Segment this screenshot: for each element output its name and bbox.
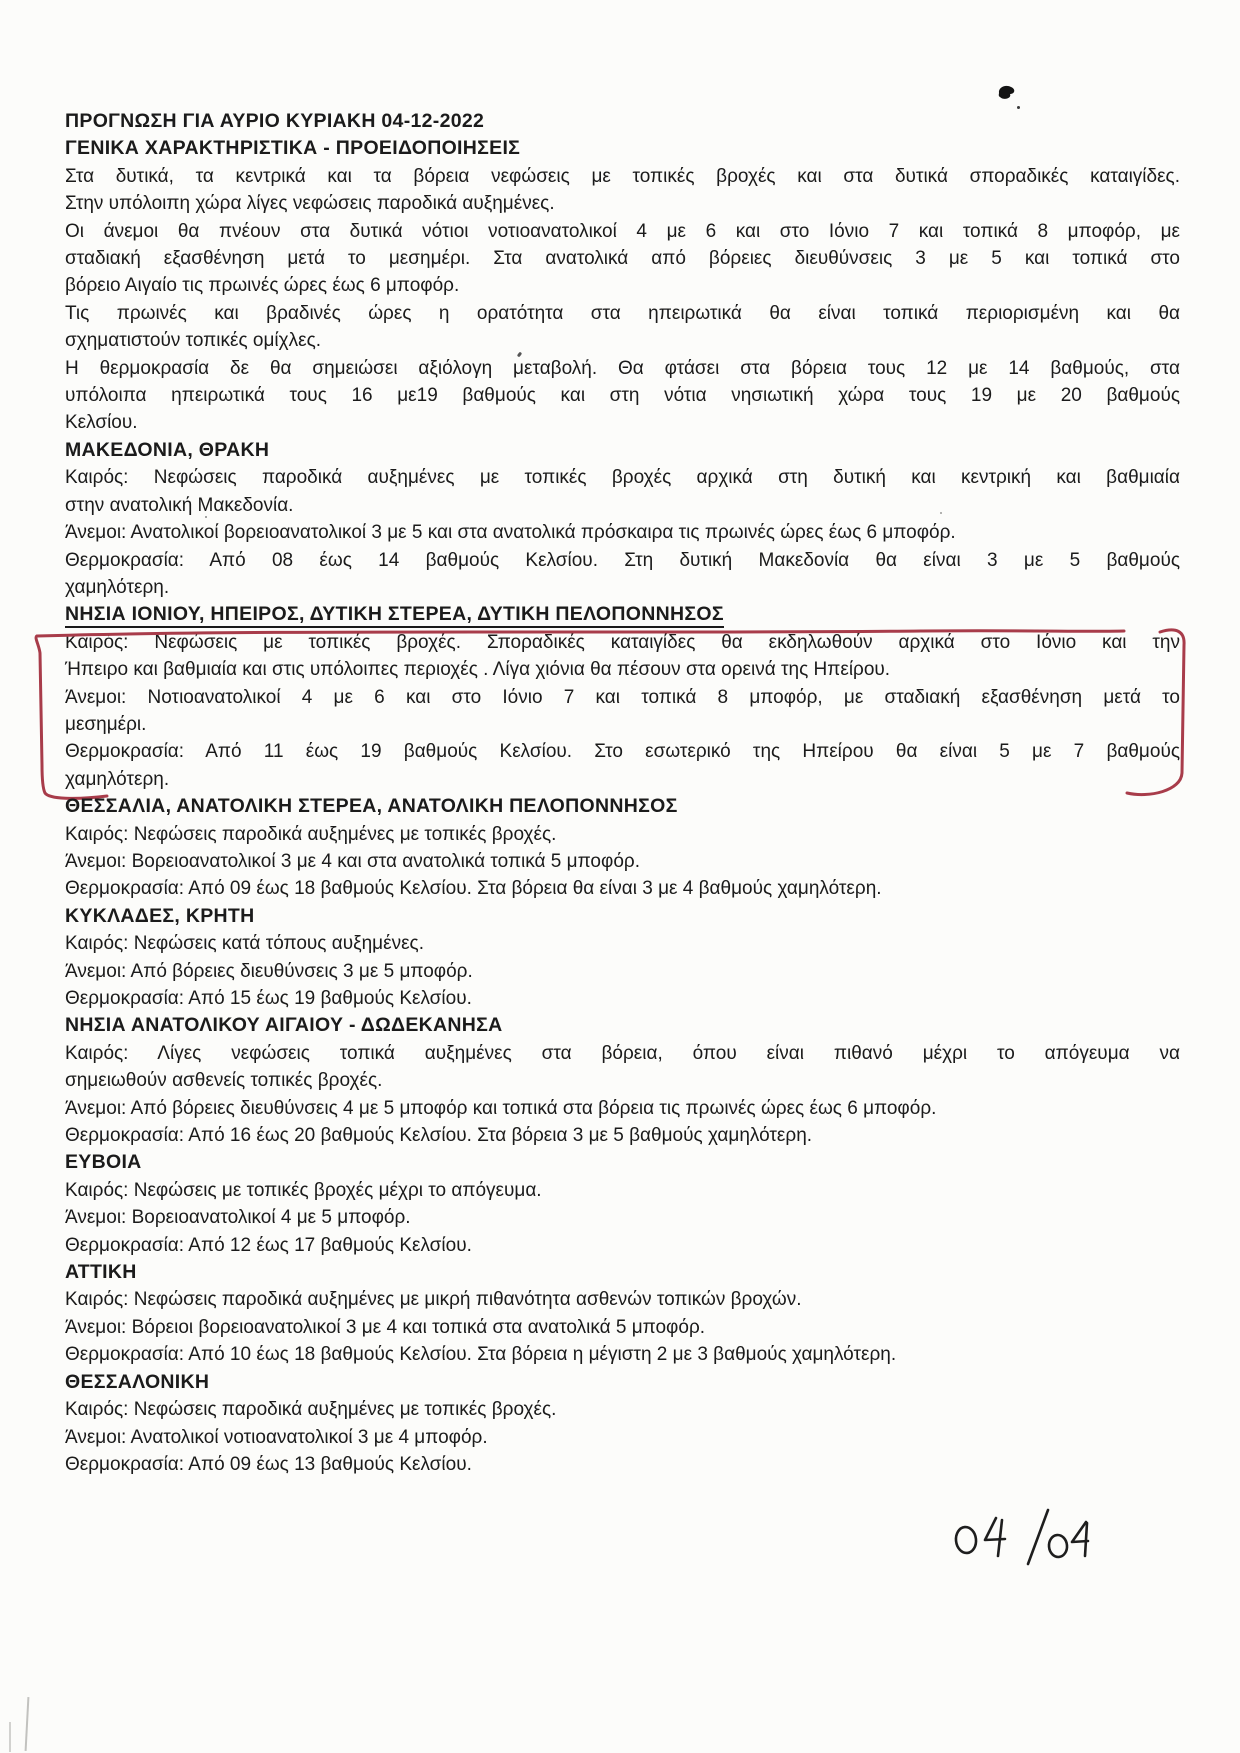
text-line: Η θερμοκρασία δε θα σημειώσει αξιόλογη μεταβολή. Θα φτάσει στα βόρεια τους 12 με 14 βαθμούς, στα (65, 357, 1180, 379)
region-heading: ΕΥΒΟΙΑ (65, 1151, 142, 1174)
text-line: στην ανατολική Μακεδονία. (65, 494, 294, 516)
region-heading: ΚΥΚΛΑΔΕΣ, ΚΡΗΤΗ (65, 904, 255, 927)
text-line: Καιρός: Νεφώσεις παροδικά αυξημένες με τοπικές βροχές. (65, 823, 557, 845)
region-section-nisia-ioniou-annotated (65, 601, 1180, 793)
region-section-evvoia (65, 1149, 1180, 1259)
text-line: Ήπειρο και βαθμιαία και στις υπόλοιπες περιοχές . Λίγα χιόνια θα πέσουν στα ορεινά της Ηπείρου. (65, 659, 891, 681)
text-line: μεσημέρι. (65, 713, 147, 735)
region-section-kyklades-kriti (65, 903, 1180, 1013)
text-line: σταδιακή εξασθένηση μετά το μεσημέρι. Στα ανατολικά από βόρειες διευθύνσεις 3 με 5 και τοπικά στο (65, 248, 1180, 270)
text-line: Θερμοκρασία: Από 10 έως 18 βαθμούς Κελσίου. Στα βόρεια η μέγιστη 2 με 3 βαθμούς χαμηλότερη. (65, 1344, 897, 1366)
text-line: Καιρός: Νεφώσεις παροδικά αυξημένες με τοπικές βροχές. (65, 1399, 557, 1421)
scan-edge-artifact (9, 1722, 11, 1752)
text-line: Άνεμοι: Από βόρειες διευθύνσεις 3 με 5 μποφόρ. (65, 960, 473, 982)
text-line: Άνεμοι: Από βόρειες διευθύνσεις 4 με 5 μποφόρ και τοπικά στα βόρεια τις πρωινές ώρες έως 6 μποφόρ. (65, 1097, 937, 1119)
weather-lines (65, 1177, 1180, 1204)
temperature-lines (65, 1232, 1180, 1259)
text-line: Οι άνεμοι θα πνέουν στα δυτικά νότιοι νοτιοανατολικοί 4 με 6 και στο Ιόνιο 7 και τοπικά 8 μποφόρ, με (65, 220, 1180, 242)
text-line: Θερμοκρασία: Από 12 έως 17 βαθμούς Κελσίου. (65, 1234, 472, 1256)
text-line: Στα δυτικά, τα κεντρικά και τα βόρεια νεφώσεις με τοπικές βροχές και στα δυτικά σποραδικές καταιγίδες. (65, 165, 1180, 187)
region-section-attiki (65, 1259, 1180, 1369)
text-line: Στην υπόλοιπη χώρα λίγες νεφώσεις παροδικά αυξημένες. (65, 193, 555, 215)
region-heading: ΘΕΣΣΑΛΟΝΙΚΗ (65, 1370, 210, 1393)
general-paragraph (65, 300, 1180, 355)
temperature-lines (65, 875, 1180, 902)
text-line: Καιρός: Νεφώσεις παροδικά αυξημένες με τοπικές βροχές αρχικά στη δυτική και κεντρική και βαθμιαία (65, 467, 1180, 489)
weather-lines (65, 1040, 1180, 1095)
text-line: Θερμοκρασία: Από 11 έως 19 βαθμούς Κελσίου. Στο εσωτερικό της Ηπείρου θα είναι 5 με 7 βαθμούς (65, 741, 1180, 763)
temperature-lines (65, 547, 1180, 602)
text-line: Άνεμοι: Βόρειοι βορειοανατολικοί 3 με 4 και τοπικά στα ανατολικά 5 μποφόρ. (65, 1316, 706, 1338)
text-line: χαμηλότερη. (65, 768, 170, 790)
general-paragraph (65, 163, 1180, 218)
weather-lines (65, 629, 1180, 684)
region-section-thessalia (65, 793, 1180, 903)
document-body (65, 108, 1180, 1478)
weather-lines (65, 821, 1180, 848)
temperature-lines (65, 1341, 1180, 1368)
text-line: Άνεμοι: Ανατολικοί νοτιοανατολικοί 3 με 4 μποφόρ. (65, 1426, 488, 1448)
general-heading: ΓΕΝΙΚΑ ΧΑΡΑΚΤΗΡΙΣΤΙΚΑ - ΠΡΟΕΙΔΟΠΟΙΗΣΕΙΣ (65, 137, 521, 160)
text-line: χαμηλότερη. (65, 576, 170, 598)
region-heading: ΑΤΤΙΚΗ (65, 1261, 137, 1284)
winds-lines (65, 1424, 1180, 1451)
text-line: Άνεμοι: Νοτιοανατολικοί 4 με 6 και στο Ιόνιο 7 και τοπικά 8 μποφόρ, με σταδιακή εξασθένηση μετά το (65, 686, 1180, 708)
text-line: Άνεμοι: Ανατολικοί βορειοανατολικοί 3 με 5 και στα ανατολικά πρόσκαιρα τις πρωινές ώρες έως 6 μποφόρ. (65, 522, 956, 544)
text-line: Κελσίου. (65, 412, 138, 434)
weather-lines (65, 1396, 1180, 1423)
ink-blot (996, 84, 1018, 102)
temperature-lines (65, 985, 1180, 1012)
winds-lines (65, 684, 1180, 739)
general-paragraph (65, 355, 1180, 437)
text-line: σχηματιστούν τοπικές ομίχλες. (65, 330, 322, 352)
page-title: ΠΡΟΓΝΩΣΗ ΓΙΑ ΑΥΡΙΟ ΚΥΡΙΑΚΗ 04-12-2022 (65, 110, 485, 132)
general-paragraph (65, 218, 1180, 300)
text-line: Καιρός: Νεφώσεις με τοπικές βροχές. Σποραδικές καταιγίδες θα εκδηλωθούν αρχικά στο Ιόνιο και την (65, 631, 1180, 653)
text-line: Θερμοκρασία: Από 09 έως 13 βαθμούς Κελσίου. (65, 1453, 472, 1475)
winds-lines (65, 848, 1180, 875)
text-line: Θερμοκρασία: Από 15 έως 19 βαθμούς Κελσίου. (65, 988, 472, 1009)
temperature-lines (65, 1451, 1180, 1478)
weather-lines (65, 1286, 1180, 1313)
region-heading-underlined-text: ΝΗΣΙΑ ΙΟΝΙΟΥ, ΗΠΕΙΡΟΣ, ΔΥΤΙΚΗ ΣΤΕΡΕΑ, ΔΥΤΙΚΗ ΠΕΛΟΠΟΝΝΗΣΟΣ (65, 603, 724, 628)
text-line: βόρειο Αιγαίο τις πρωινές ώρες έως 6 μποφόρ. (65, 275, 460, 297)
winds-lines (65, 1204, 1180, 1231)
text-line: Καιρός: Νεφώσεις με τοπικές βροχές μέχρι το απόγευμα. (65, 1179, 542, 1201)
region-section-thessaloniki (65, 1369, 1180, 1479)
region-heading: ΝΗΣΙΑ ΑΝΑΤΟΛΙΚΟΥ ΑΙΓΑΙΟΥ - ΔΩΔΕΚΑΝΗΣΑ (65, 1014, 503, 1037)
text-line: υπόλοιπα ηπειρωτικά τους 16 με19 βαθμούς και στη νότια νησιωτική χώρα τους 19 με 20 βαθμούς (65, 385, 1180, 407)
winds-lines (65, 958, 1180, 985)
text-line: σημειωθούν ασθενείς τοπικές βροχές. (65, 1070, 383, 1092)
winds-lines (65, 519, 1180, 546)
temperature-lines (65, 1122, 1180, 1149)
winds-lines (65, 1314, 1180, 1341)
handwritten-page-number (952, 1508, 1092, 1570)
text-line: Άνεμοι: Βορειοανατολικοί 3 με 4 και στα ανατολικά τοπικά 5 μποφόρ. (65, 850, 640, 872)
region-heading: ΜΑΚΕΔΟΝΙΑ, ΘΡΑΚΗ (65, 438, 270, 461)
text-line: Θερμοκρασία: Από 09 έως 18 βαθμούς Κελσίου. Στα βόρεια θα είναι 3 με 4 βαθμούς χαμηλότερη. (65, 878, 882, 900)
region-section-makedonia-thraki (65, 437, 1180, 601)
weather-lines (65, 464, 1180, 519)
text-line: Θερμοκρασία: Από 08 έως 14 βαθμούς Κελσίου. Στη δυτική Μακεδονία θα είναι 3 με 5 βαθμούς (65, 549, 1180, 571)
text-line: Άνεμοι: Βορειοανατολικοί 4 με 5 μποφόρ. (65, 1207, 411, 1229)
weather-lines (65, 930, 1180, 957)
region-heading (65, 601, 1180, 628)
temperature-lines (65, 738, 1180, 793)
region-section-anatoliko-aigaio-dodekanisa (65, 1012, 1180, 1149)
text-line: Θερμοκρασία: Από 16 έως 20 βαθμούς Κελσίου. Στα βόρεια 3 με 5 βαθμούς χαμηλότερη. (65, 1125, 813, 1147)
text-line: Καιρός: Νεφώσεις παροδικά αυξημένες με μικρή πιθανότητα ασθενών τοπικών βροχών. (65, 1289, 802, 1311)
winds-lines (65, 1095, 1180, 1122)
text-line: Τις πρωινές και βραδινές ώρες η ορατότητα στα ηπειρωτικά θα είναι τοπικά περιορισμένη και θα (65, 302, 1180, 324)
text-line: Καιρός: Νεφώσεις κατά τόπους αυξημένες. (65, 933, 424, 955)
scan-edge-artifact (25, 1697, 30, 1751)
region-heading: ΘΕΣΣΑΛΙΑ, ΑΝΑΤΟΛΙΚΗ ΣΤΕΡΕΑ, ΑΝΑΤΟΛΙΚΗ ΠΕΛΟΠΟΝΝΗΣΟΣ (65, 795, 678, 818)
text-line: Καιρός: Λίγες νεφώσεις τοπικά αυξημένες στα βόρεια, όπου είναι πιθανό μέχρι το απόγευμα να (65, 1042, 1180, 1064)
